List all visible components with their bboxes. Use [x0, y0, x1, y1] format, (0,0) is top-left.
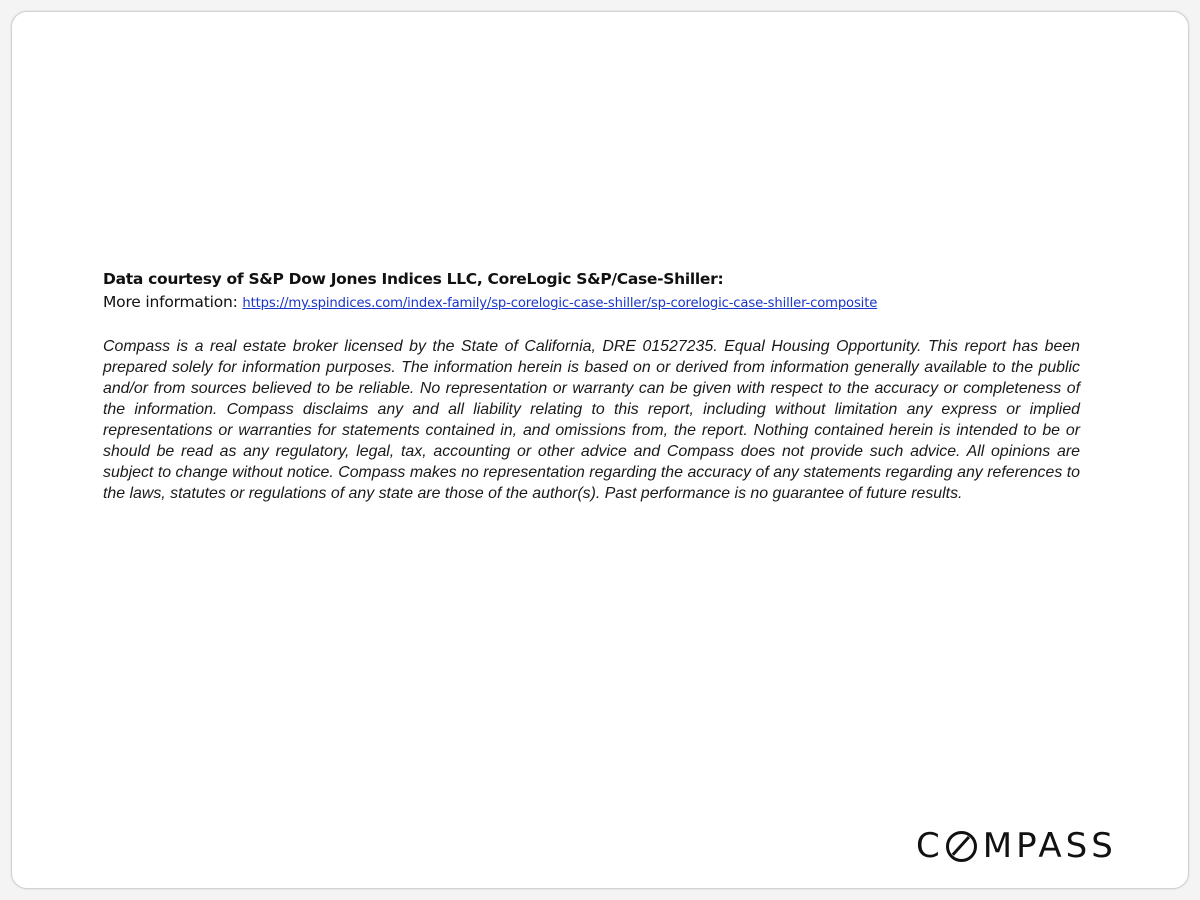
source-link[interactable]: https://my.spindices.com/index-family/sp-corelogic-case-shiller/sp-corelogic-case-shiller-composite	[242, 296, 878, 311]
legal-disclaimer: Compass is a real estate broker licensed by the State of California, DRE 01527235. Equal Housing Opportunity. This report has been prepared solely for information purposes. The information herein is based on or derived from information generally available to the public and/or from sources believed to be reliable. No representation or warranty can be given with respect to the accuracy or completeness of the information. Compass disclaims any and all liability relating to this report, including without limitation any express or implied representations or warranties for statements contained in, and omissions from, the report. Nothing contained herein is intended to be or should be read as any regulatory, legal, tax, accounting or other advice and Compass does not provide such advice. All opinions are subject to change without notice. Compass makes no representation regarding the accuracy of any statements regarding any references to the laws, statutes or regulations of any state are those of the author(s). Past performance is no guarantee of future results.	[103, 338, 1080, 502]
slide-page	[11, 11, 1189, 889]
source-title: Data courtesy of S&P Dow Jones Indices LLC, CoreLogic S&P/Case-Shiller:	[103, 270, 724, 288]
more-information-label: More information:	[103, 293, 243, 311]
source-section	[103, 268, 1083, 504]
compass-logo-prefix: C	[916, 826, 944, 866]
compass-logo	[916, 824, 1117, 868]
compass-o-icon	[946, 831, 977, 862]
more-information-line	[103, 290, 1083, 316]
compass-logo-suffix: MPASS	[982, 826, 1117, 866]
